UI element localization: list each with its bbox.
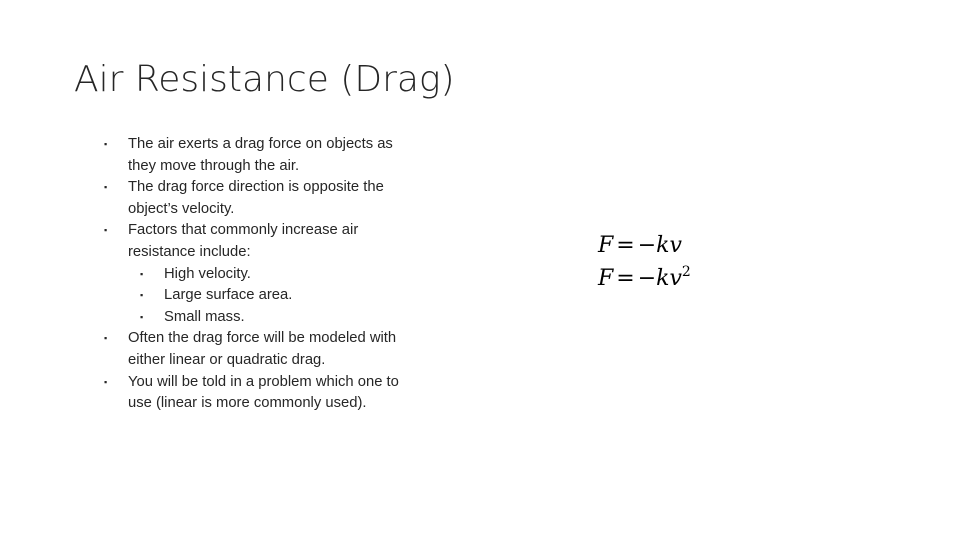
bullet-item — [104, 328, 449, 371]
bullet-text: The air exerts a drag force on objects as — [128, 136, 393, 152]
sub-bullet-item — [104, 307, 449, 329]
bullet-text-continued: resistance include: — [128, 243, 251, 260]
square-bullet-icon: ▪ — [104, 182, 108, 193]
equation-rhs: kv — [656, 266, 682, 291]
bullet-text-continued: they move through the air. — [128, 157, 300, 174]
bullet-text-continued: use (linear is more commonly used). — [128, 395, 367, 412]
equation-rhs: kv — [656, 233, 682, 258]
bullet-item — [104, 220, 449, 263]
equals-sign: = — [616, 233, 635, 258]
bullet-text-continued: object’s velocity. — [128, 200, 235, 217]
bullet-item — [104, 134, 449, 177]
square-bullet-icon: ▪ — [104, 139, 108, 149]
minus-sign: − — [637, 233, 657, 258]
bullet-item — [104, 177, 449, 220]
sub-bullet-item — [104, 264, 449, 286]
square-bullet-icon: ▪ — [140, 290, 144, 301]
linear-drag-equation — [598, 232, 691, 259]
sub-bullet-text: Large surface area. — [164, 287, 293, 304]
bullet-list — [104, 134, 449, 415]
sub-bullet-item — [104, 285, 449, 307]
square-bullet-icon: ▪ — [140, 268, 144, 279]
bullet-text-continued: either linear or quadratic drag. — [128, 351, 326, 368]
slide-title: Air Resistance (Drag) — [74, 59, 455, 100]
equation-block — [598, 232, 691, 292]
bullet-item — [104, 372, 449, 415]
bullet-text: The drag force direction is opposite the — [128, 179, 384, 196]
sub-bullet-text: High velocity. — [164, 265, 251, 282]
bullet-text: You will be told in a problem which one to — [128, 373, 399, 390]
square-bullet-icon: ▪ — [104, 376, 108, 387]
equation-exponent: 2 — [681, 264, 691, 280]
minus-sign: − — [637, 266, 657, 291]
square-bullet-icon: ▪ — [104, 225, 108, 236]
equals-sign: = — [616, 266, 635, 291]
equation-lhs: F — [598, 266, 614, 291]
square-bullet-icon: ▪ — [140, 311, 144, 322]
bullet-text: Factors that commonly increase air — [128, 222, 359, 239]
sub-bullet-text: Small mass. — [164, 308, 245, 325]
square-bullet-icon: ▪ — [104, 333, 108, 344]
quadratic-drag-equation — [598, 259, 691, 292]
equation-lhs: F — [598, 233, 614, 258]
bullet-text: Often the drag force will be modeled with — [128, 330, 397, 347]
